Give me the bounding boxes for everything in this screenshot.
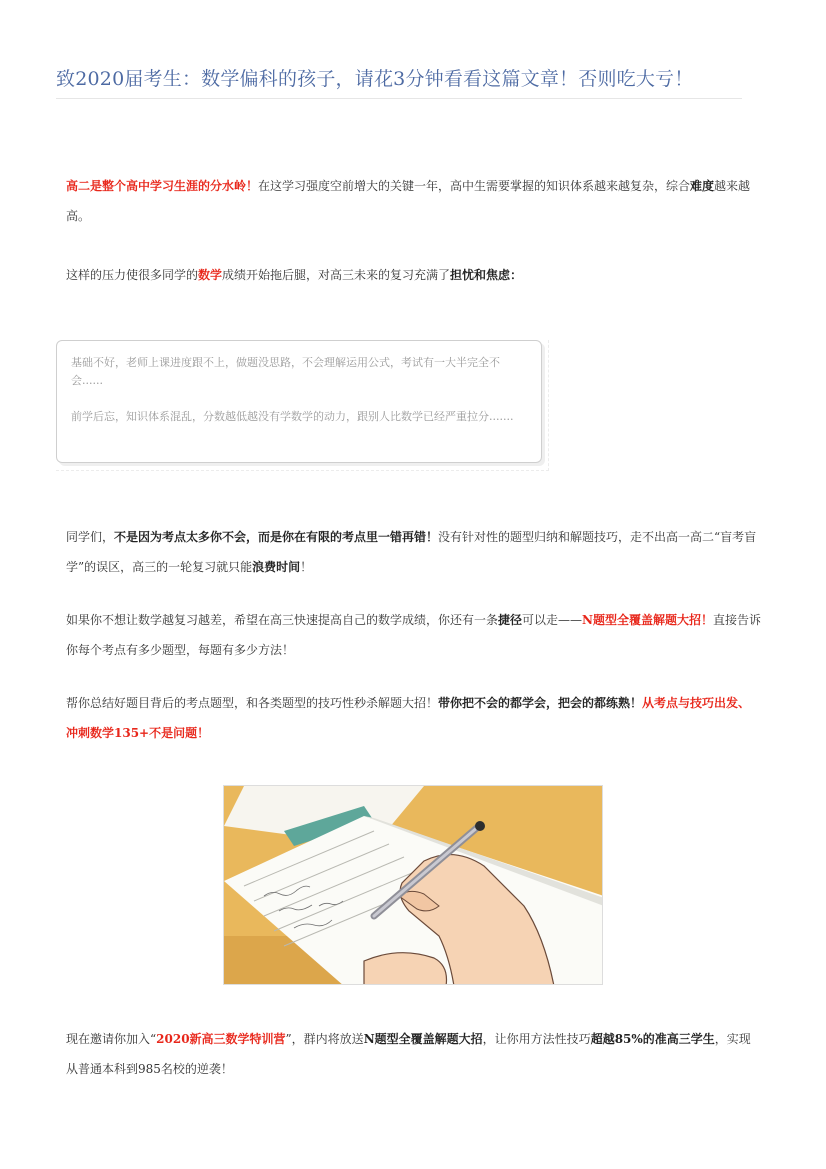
illustration-svg [224, 786, 603, 985]
bold-span: N题型全覆盖解题大招 [363, 1032, 483, 1046]
text-span: 在这学习强度空前增大的关键一年，高中生需要掌握的知识体系越来越复杂，综合 [258, 179, 691, 193]
highlight-goal: 从考点与技巧出发、冲刺数学135+不是问题！ [66, 696, 751, 740]
text-span: ，实现从普通本科到985名校的逆袭！ [66, 1032, 751, 1076]
highlight-camp-name: 2020新高三数学特训营 [156, 1032, 286, 1046]
text-span: ： [510, 268, 523, 282]
text-span: ”，群内将放送 [285, 1032, 364, 1046]
bold-span: 超越85%的准高三学生 [590, 1032, 715, 1046]
text-span: 这样的压力使很多同学的 [66, 268, 199, 282]
bold-span: 捷径 [498, 613, 523, 627]
text-span: 直接告诉你每个考点有多少题型，每题有多少方法！ [66, 613, 762, 657]
quote-line-2: 前学后忘，知识体系混乱，分数越低越没有学数学的动力，跟别人比数学已经严重拉分....... [71, 410, 514, 423]
text-span: 如果你不想让数学越复习越差，希望在高三快速提高自己的数学成绩，你还有一条 [66, 613, 499, 627]
bold-span: 担忧和焦虑 [450, 268, 511, 282]
highlight-method: N题型全覆盖解题大招！ [582, 613, 714, 627]
text-span: 同学们， [66, 530, 115, 544]
bold-span: 不是因为考点太多你不会，而是你在有限的考点里一错再错！ [114, 530, 439, 544]
text-span: 帮你总结好题目背后的考点题型，和各类题型的技巧性秒杀解题大招！ [66, 696, 439, 710]
title-divider [56, 98, 742, 99]
text-span: 越来越高。 [66, 179, 751, 223]
text-span: ！ [300, 560, 313, 574]
paragraph-students [66, 522, 762, 582]
bold-span: 浪费时间 [252, 560, 301, 574]
paragraph-pressure [66, 260, 762, 290]
text-span: 现在邀请你加入“ [66, 1032, 157, 1046]
highlight-math: 数学 [198, 268, 223, 282]
hand-writing-notebook-illustration [223, 785, 603, 985]
text-span: 成绩开始拖后腿，对高三未来的复习充满了 [222, 268, 451, 282]
paragraph-intro [66, 171, 762, 231]
text-span: ，让你用方法性技巧 [482, 1032, 591, 1046]
paragraph-invitation [66, 1024, 762, 1084]
quote-line-1: 基础不好，老师上课进度跟不上，做题没思路，不会理解运用公式，考试有一大半完全不会...... [71, 356, 500, 387]
quote-box [56, 340, 542, 463]
text-span: 可以走—— [522, 613, 583, 627]
article-title: 致2020届考生：数学偏科的孩子，请花3分钟看看这篇文章！否则吃大亏！ [56, 68, 694, 90]
bold-span: 带你把不会的都学会，把会的都练熟！ [438, 696, 643, 710]
bold-span: 难度 [690, 179, 715, 193]
paragraph-shortcut [66, 605, 762, 665]
text-span: 没有针对性的题型归纳和解题技巧，走不出高一高二“盲考盲学”的误区，高三的一轮复习就只能 [66, 530, 757, 574]
paragraph-summary [66, 688, 762, 748]
highlight-lead: 高二是整个高中学习生涯的分水岭！ [66, 179, 259, 193]
